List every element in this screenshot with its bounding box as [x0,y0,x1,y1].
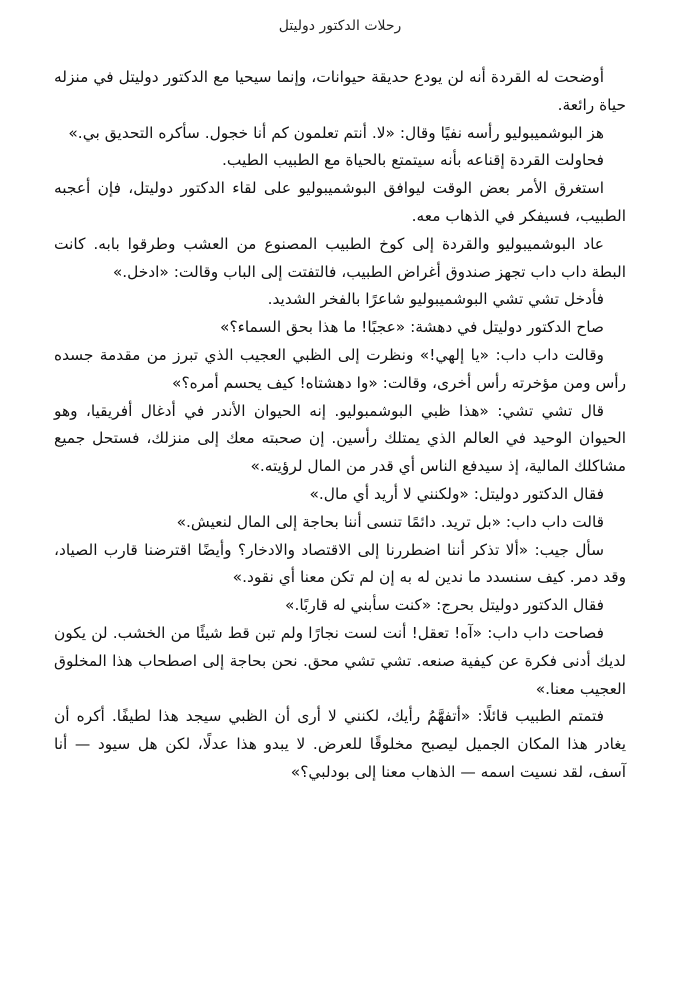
paragraph: عاد البوشميبوليو والقردة إلى كوخ الطبيب المصنوع من العشب وطرقوا بابه. كانت البطة داب داب تجهز صندوق أغراض الطبيب، فالتفتت إلى الباب وقالت: «ادخل.» [54,234,626,281]
paragraph: استغرق الأمر بعض الوقت ليوافق البوشميبوليو على لقاء الدكتور دوليتل، فإن أعجبه الطبيب، فسيفكر في الذهاب معه. [54,179,626,225]
paragraph: فحاولت القردة إقناعه بأنه سيتمتع بالحياة مع الطبيب الطيب. [221,151,604,170]
paragraph: أوضحت له القردة أنه لن يودع حديقة حيوانات، وإنما سيحيا مع الدكتور دوليتل في منزله حياة رائعة. [54,68,626,114]
running-header: رحلات الدكتور دوليتل [278,18,402,34]
paragraph: فصاحت داب داب: «آه! تعقل! أنت لست نجارًا ولم تبن قط شيئًا من الخشب. لن يكون لديك أدنى فكرة عن كيفية صنعه. تشي تشي محق. نحن بحاجة إلى اصطحاب هذا المخلوق العجيب معنا.» [54,623,626,698]
paragraph: سأل جيب: «ألا تذكر أننا اضطررنا إلى الاقتصاد والادخار؟ وأيضًا اقترضنا قارب الصياد، وقد دمر. كيف سنسدد ما ندين له به إن لم تكن معنا أي نقود.» [54,540,626,587]
paragraph: صاح الدكتور دوليتل في دهشة: «عجبًا! ما هذا بحق السماء؟» [220,318,604,337]
paragraph: هز البوشميبوليو رأسه نفيًا وقال: «لا. أنتم تعلمون كم أنا خجول. سأكره التحديق بي.» [68,123,604,142]
paragraph: قال تشي تشي: «هذا ظبي البوشمبوليو. إنه الحيوان الأندر في أدغال أفريقيا، وهو الحيوان الوحيد في العالم الذي يمتلك رأسين. إن صحبته معك إلى منزلك، فستحل جميع مشاكلك المالية، إذ سيدفع الناس أي قدر من المال لرؤيته.» [54,401,626,476]
paragraph: فتمتم الطبيب قائلًا: «أتفهَّمُ رأيك، لكنني لا أرى أن الظبي سيجد هذا لطيفًا. أكره أن يغادر هذا المكان الجميل ليصبح مخلوقًا للعرض. لا يبدو هذا عدلًا، لكن هل سيود — أنا آسف، لقد نسيت اسمه — الذهاب معنا إلى بودلبي؟» [54,707,626,781]
paragraph: وقالت داب داب: «يا إلهي!» ونظرت إلى الظبي العجيب الذي تبرز من مقدمة جسده رأس ومن مؤخرته رأس أخرى، وقالت: «وا دهشتاه! كيف يحسم أمره؟» [54,345,626,392]
paragraph: فقال الدكتور دوليتل بحرج: «كنت سأبني له قاربًا.» [285,596,604,615]
paragraph: فأدخل تشي تشي البوشميبوليو شاعرًا بالفخر الشديد. [267,290,604,309]
paragraph: قالت داب داب: «بل تريد. دائمًا تنسى أننا بحاجة إلى المال لنعيش.» [176,512,604,531]
paragraph: فقال الدكتور دوليتل: «ولكنني لا أريد أي مال.» [309,484,604,503]
page-body-text [54,64,626,787]
